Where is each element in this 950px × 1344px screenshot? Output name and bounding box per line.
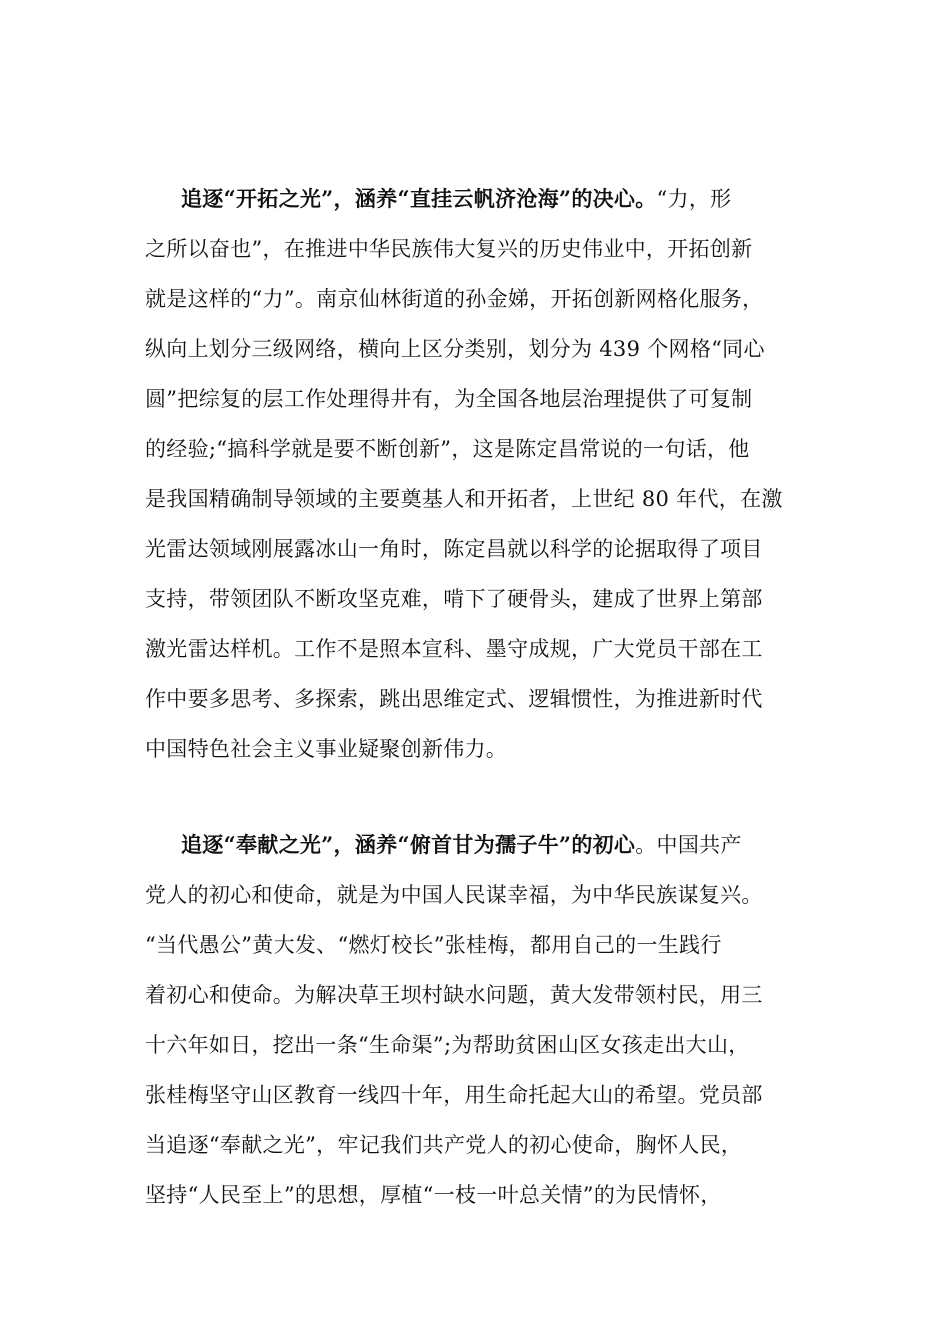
paragraph-line: 纵向上划分三级网络，横向上区分类别，划分为 439 个网格“同心 xyxy=(145,337,765,361)
paragraph-text: “力，形 xyxy=(656,187,732,211)
paragraph-line xyxy=(145,174,825,224)
paragraph-line: 张桂梅坚守山区教育一线四十年，用生命托起大山的希望。党员部 xyxy=(145,1083,763,1107)
paragraph-line: 着初心和使命。为解决草王坝村缺水问题，黄大发带领村民，用三 xyxy=(145,983,763,1007)
paragraph-text: 。中国共产 xyxy=(635,833,742,857)
paragraph-line: 的经验;“搞科学就是要不断创新”，这是陈定昌常说的一句话，他 xyxy=(145,437,750,461)
paragraph-line: 当追逐“奉献之光”，牢记我们共产党人的初心使命，胸怀人民， xyxy=(145,1133,743,1157)
paragraph-lead-heading: 追逐“奉献之光”，涵养“俯首甘为孺子牛”的初心 xyxy=(181,832,636,857)
paragraph-line: 党人的初心和使命，就是为中国人民谋幸福，为中华民族谋复兴。 xyxy=(145,883,763,907)
paragraph-line: 作中要多思考、多探索，跳出思维定式、逻辑惯性，为推进新时代 xyxy=(145,687,763,711)
paragraph-line xyxy=(145,820,825,870)
paragraph-line: 中国特色社会主义事业疑聚创新伟力。 xyxy=(145,737,508,761)
paragraph-line: 坚持“人民至上”的思想，厚植“一枝一叶总关情”的为民情怀， xyxy=(145,1183,722,1207)
paragraph-pioneering xyxy=(145,174,825,774)
paragraph-line: 圆”把综复的层工作处理得井有，为全国各地层治理提供了可复制 xyxy=(145,387,753,411)
paragraph-line: 光雷达领域刚展露冰山一角时，陈定昌就以科学的论据取得了项目 xyxy=(145,537,763,561)
paragraph-line: 支持，带领团队不断攻坚克难，啃下了硬骨头，建成了世界上第部 xyxy=(145,587,763,611)
paragraph-line: 十六年如日，挖出一条“生命渠”;为帮助贫困山区女孩走出大山， xyxy=(145,1033,750,1057)
paragraph-line: 就是这样的“力”。南京仙林街道的孙金娣，开拓创新网格化服务， xyxy=(145,287,764,311)
paragraph-line: 激光雷达样机。工作不是照本宣科、墨守成规，广大党员干部在工 xyxy=(145,637,763,661)
paragraph-line: 之所以奋也”，在推进中华民族伟大复兴的历史伟业中，开拓创新 xyxy=(145,237,753,261)
paragraph-line: “当代愚公”黄大发、“燃灯校长”张桂梅，都用自己的一生践行 xyxy=(145,933,722,957)
paragraph-lead-heading: 追逐“开拓之光”，涵养“直挂云帆济沧海”的决心。 xyxy=(181,186,657,211)
paragraph-line: 是我国精确制导领域的主要奠基人和开拓者，上世纪 80 年代，在激 xyxy=(145,487,783,511)
paragraph-dedication xyxy=(145,820,825,1220)
